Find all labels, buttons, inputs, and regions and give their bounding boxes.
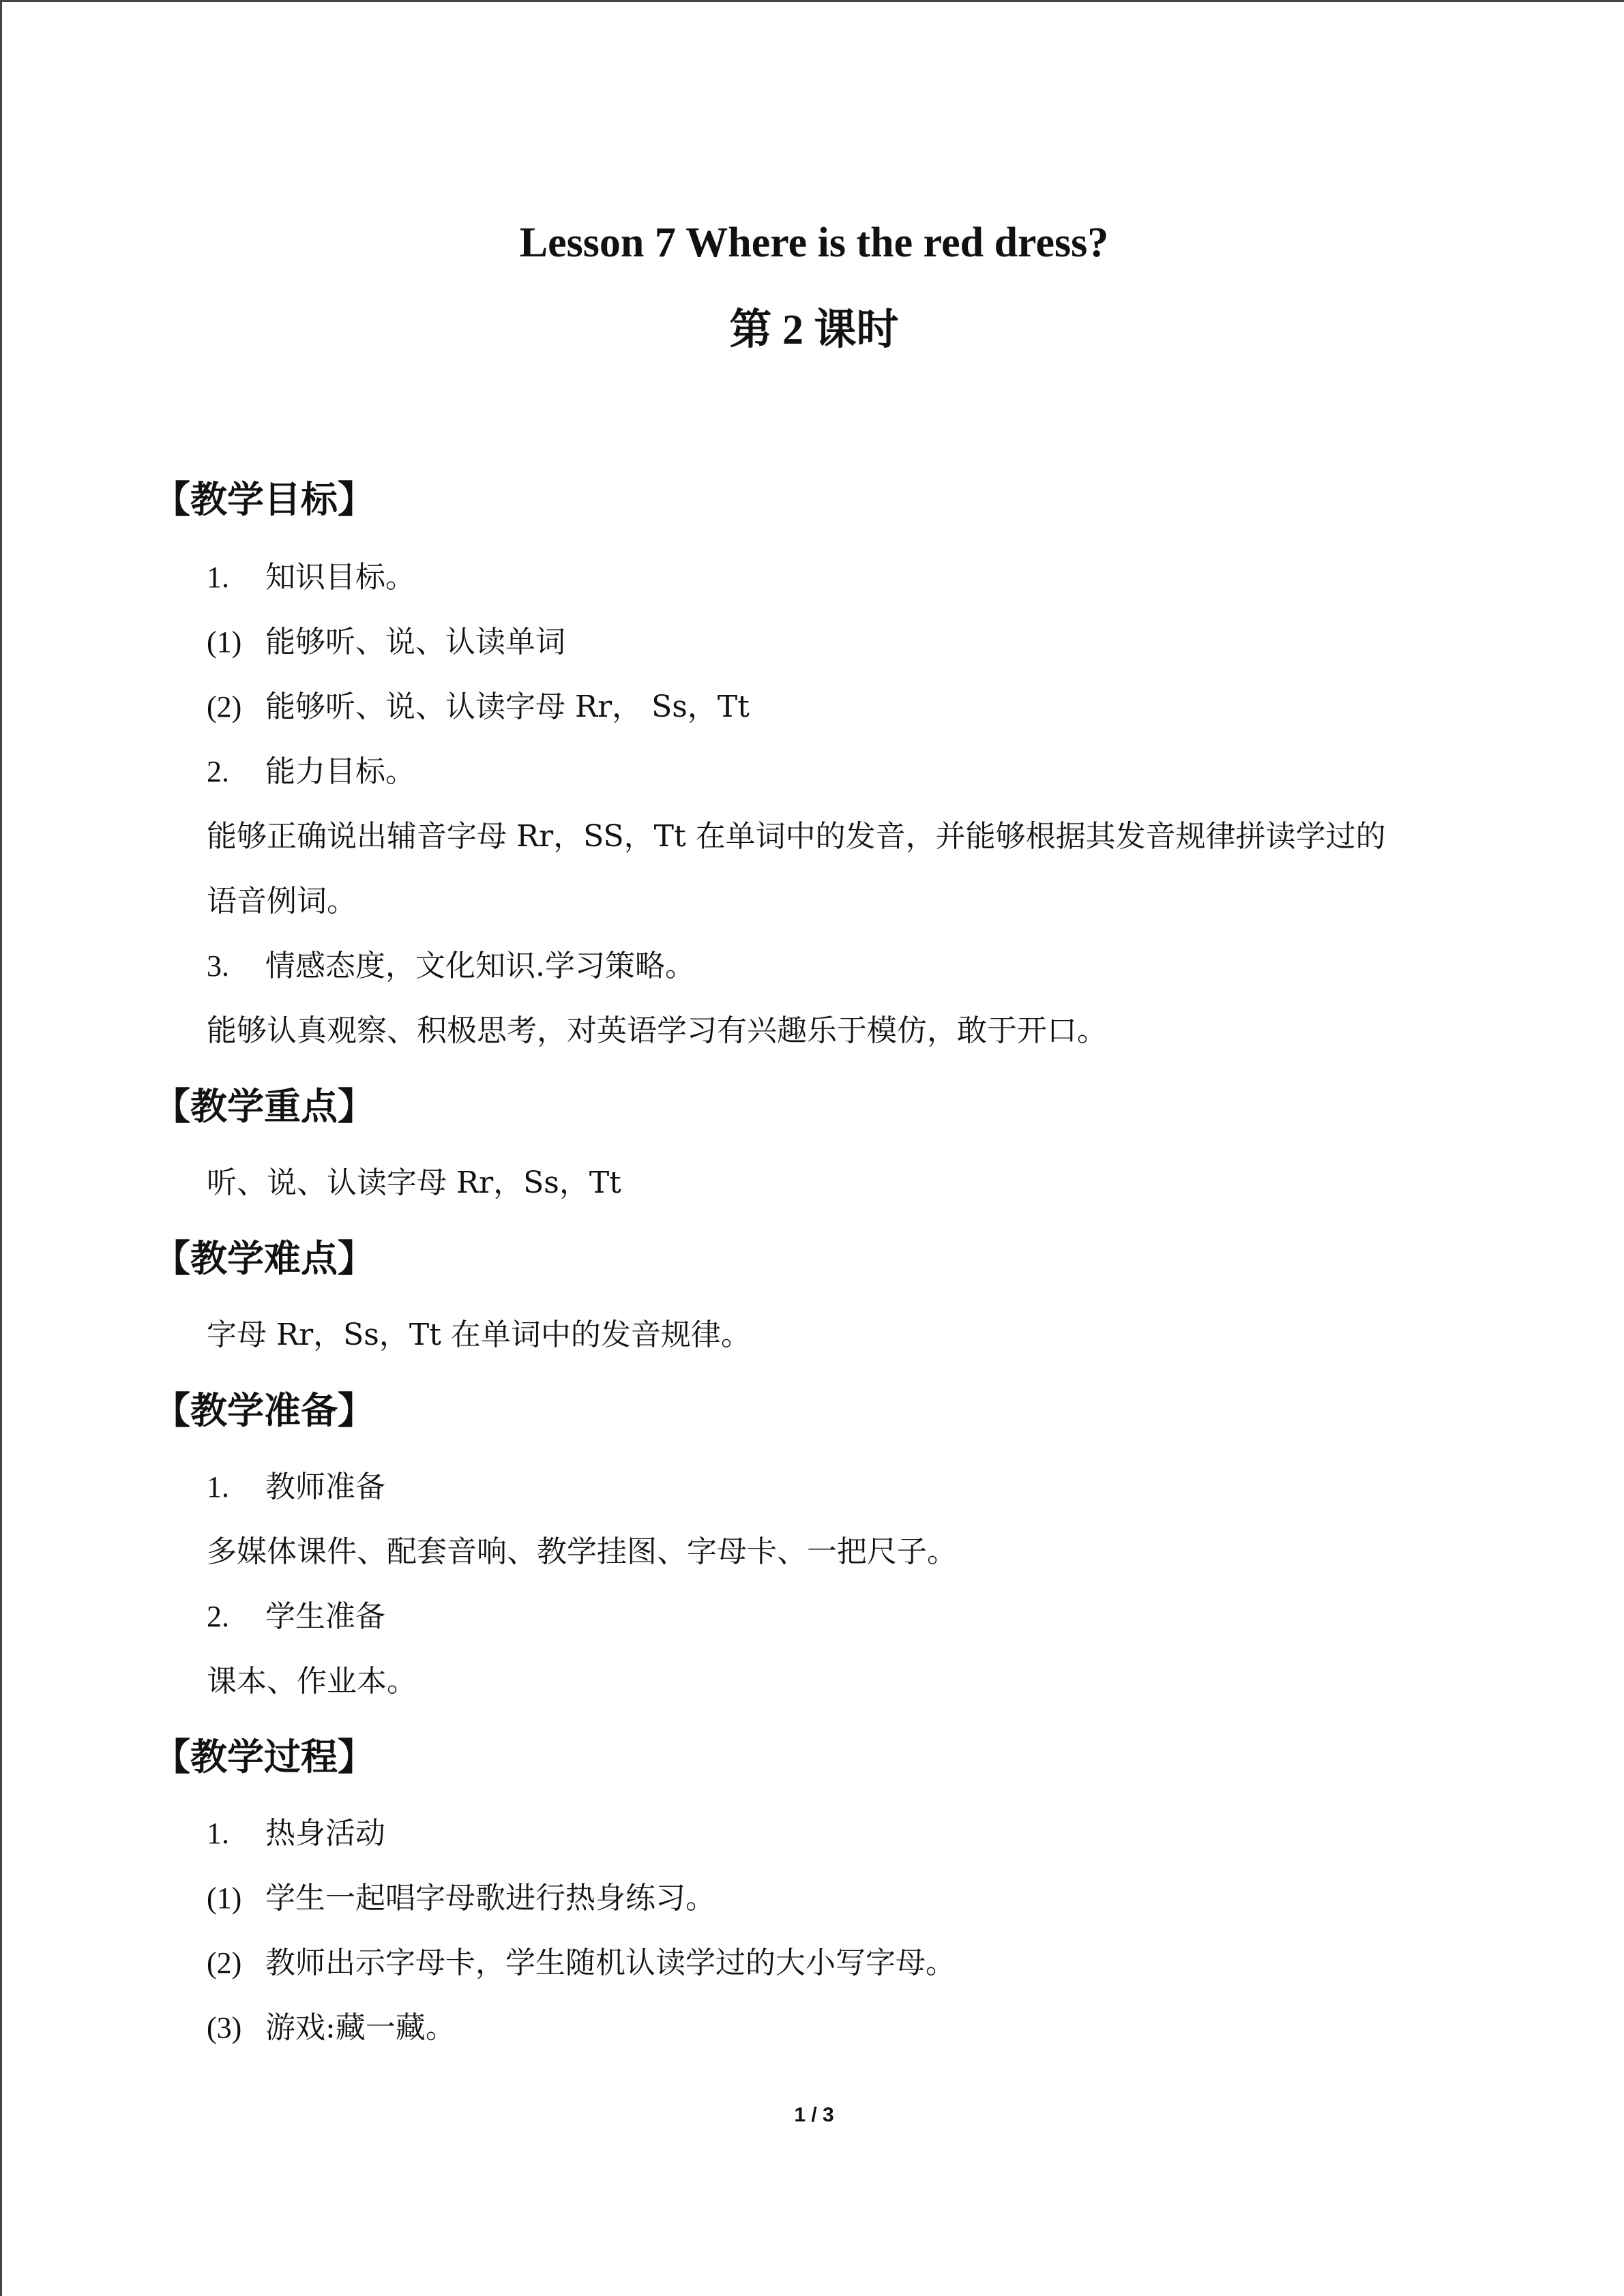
prep-item-2 [207,1593,385,1641]
section-heading-goals: 【教学目标】 [153,478,374,521]
difficulties-text: 字母 Rr，Ss，Tt 在单词中的发音规律。 [207,1317,751,1352]
process-item-1 [207,1810,385,1858]
ability-paragraph-line-1: 能够正确说出辅音字母 Rr，SS，Tt 在单词中的发音，并能够根据其发音规律拼读学过的 [207,819,1386,854]
process-subitem-2 [207,1939,956,1987]
goals-item-1 [207,554,415,601]
goals-subitem-1 [207,618,565,666]
list-number: (2) [207,1946,242,1980]
goals-subitem-2 [207,683,750,731]
section-heading-key-points: 【教学重点】 [153,1085,374,1128]
list-number: 1. [207,561,229,594]
list-number: 3. [207,949,229,983]
list-text: 学生一起唱字母歌进行热身练习。 [265,1881,715,1915]
student-prep-text: 课本、作业本。 [207,1664,417,1699]
list-text: 能够听、说、认读字母 Rr， Ss，Tt [265,689,750,724]
goals-item-3 [207,942,695,990]
list-number: 1. [207,1470,229,1504]
list-number: (1) [207,625,242,659]
lesson-subtitle: 第 2 课时 [729,307,899,353]
list-text: 热身活动 [265,1816,385,1851]
list-text: 能力目标。 [265,754,415,789]
page-number: 1 / 3 [794,2104,834,2126]
list-text: 能够听、说、认读单词 [265,625,565,659]
attitude-paragraph: 能够认真观察、积极思考，对英语学习有兴趣乐于模仿，敢于开口。 [207,1013,1107,1048]
list-text: 教师出示字母卡，学生随机认读学过的大小写字母。 [265,1945,956,1980]
goals-item-2 [207,748,415,796]
section-heading-difficulties: 【教学难点】 [153,1237,374,1280]
list-text: 情感态度，文化知识.学习策略。 [265,949,695,983]
list-text: 学生准备 [265,1599,385,1634]
list-number: 2. [207,1600,229,1633]
list-number: (2) [207,690,242,724]
lesson-title: Lesson 7 Where is the red dress? [519,220,1109,266]
list-number: (3) [207,2011,242,2044]
prep-item-1 [207,1463,385,1511]
list-number: (1) [207,1881,242,1915]
section-heading-process: 【教学过程】 [153,1735,374,1778]
process-subitem-3 [207,2004,456,2052]
list-number: 2. [207,755,229,788]
ability-paragraph-line-2: 语音例词。 [207,884,357,919]
key-points-text: 听、说、认读字母 Rr，Ss，Tt [207,1165,621,1200]
section-heading-preparation: 【教学准备】 [153,1389,374,1432]
list-text: 教师准备 [265,1470,385,1504]
teacher-prep-text: 多媒体课件、配套音响、教学挂图、字母卡、一把尺子。 [207,1534,957,1569]
list-text: 游戏:藏一藏。 [265,2010,456,2045]
list-text: 知识目标。 [265,560,415,595]
process-subitem-1 [207,1875,715,1922]
list-number: 1. [207,1817,229,1850]
